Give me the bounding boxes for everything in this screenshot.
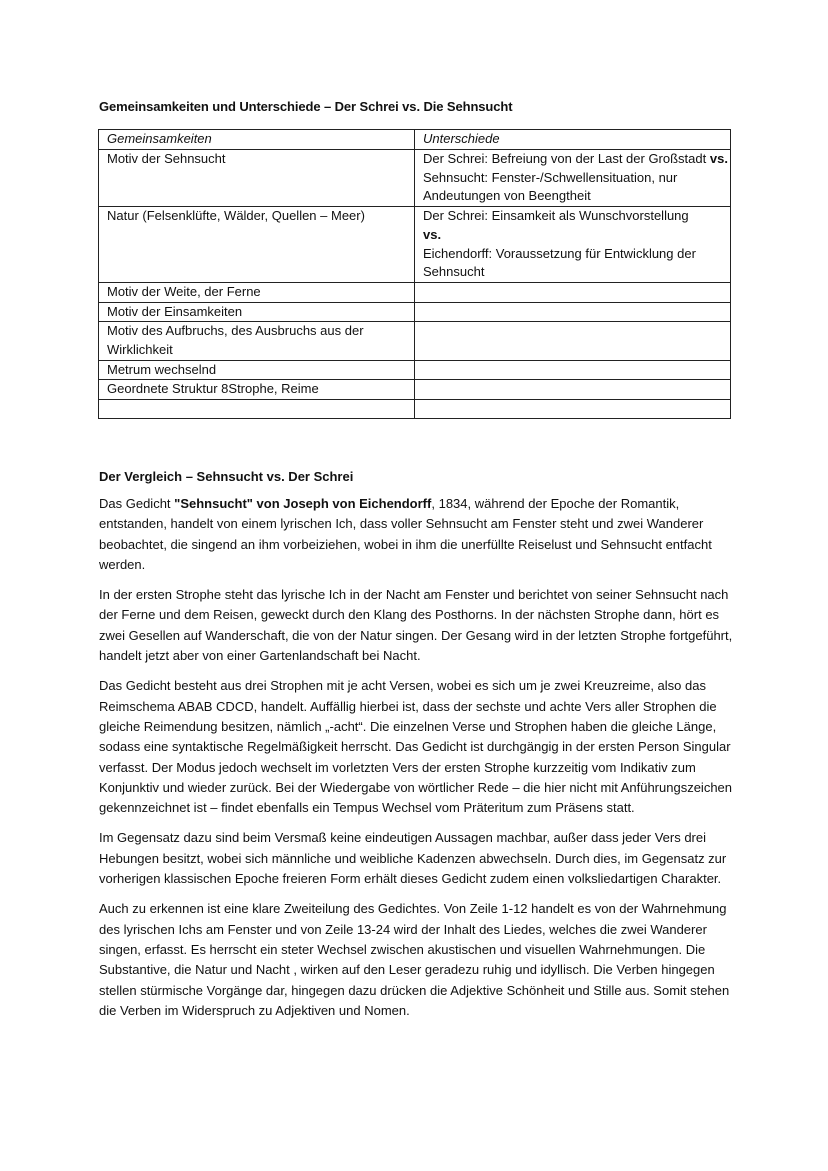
table-cell-empty: [99, 400, 415, 419]
table-cell-empty: [415, 380, 731, 400]
comparison-table: [98, 129, 731, 419]
cell-text: Eichendorff: Voraussetzung für Entwicklung der Sehnsucht: [423, 245, 696, 280]
table-cell: [415, 150, 731, 207]
section-heading: Der Vergleich – Sehnsucht vs. Der Schrei: [99, 469, 354, 484]
table-row: [99, 360, 731, 380]
table-row: [99, 150, 731, 207]
cell-text: Sehnsucht: Fenster-/Schwellensituation, nur Andeutungen von Beengtheit: [423, 169, 678, 204]
table-cell-empty: [415, 302, 731, 322]
paragraph-text: , 1834, während der Epoche der Romantik, entstanden, handelt von einem lyrischen Ich, dass voller Sehnsucht am Fenster steht und zwei Wanderer beobachtet, die singend an ihm vorbeiziehen, wobei in ihm die unerfüllte Reiselust und Sehnsucht entfacht werden.: [99, 496, 712, 572]
table-cell: Motiv des Aufbruchs, des Ausbruchs aus der Wirklichkeit: [99, 322, 415, 360]
cell-bold-text: vs.: [709, 151, 728, 166]
paragraph-2: In der ersten Strophe steht das lyrische Ich in der Nacht am Fenster und berichtet von seiner Sehnsucht nach der Ferne und dem Reisen, geweckt durch den Klang des Posthorns. In der nächsten Strophe dann, hört es zwei Gesellen auf Wanderschaft, die von der Natur singen. Der Gesang wird in der letzten Strophe fortgeführt, handelt jetzt aber von einer Gartenlandschaft bei Nacht.: [99, 587, 733, 664]
table-cell: Motiv der Weite, der Ferne: [99, 282, 415, 302]
table-cell: [415, 207, 731, 283]
table-cell: Natur (Felsenklüfte, Wälder, Quellen – Meer): [99, 207, 415, 283]
table-cell-empty: [415, 360, 731, 380]
paragraph-4: Im Gegensatz dazu sind beim Versmaß keine eindeutigen Aussagen machbar, außer dass jeder Vers drei Hebungen besitzt, wobei sich männliche und weibliche Kadenzen abwechseln. Durch dies, im Gegensatz zur vorherigen klassischen Epoche freieren Form erhält dieses Gedicht zudem einen volksliedartigen Charakter.: [99, 830, 727, 887]
header-unterschiede: Unterschiede: [415, 130, 731, 150]
paragraph-1: [99, 494, 733, 575]
body-text: [99, 494, 733, 1031]
header-gemeinsamkeiten: Gemeinsamkeiten: [99, 130, 415, 150]
table-cell-empty: [415, 322, 731, 360]
paragraph-text: Das Gedicht: [99, 496, 175, 511]
table-row: [99, 282, 731, 302]
paragraph-bold-text: "Sehnsucht" von Joseph von Eichendorff: [174, 496, 432, 511]
table-row: [99, 302, 731, 322]
table-cell-empty: [415, 400, 731, 419]
cell-bold-text: vs.: [423, 226, 442, 242]
page-title: Gemeinsamkeiten und Unterschiede – Der Schrei vs. Die Sehnsucht: [99, 99, 513, 114]
table-header-row: [99, 130, 731, 150]
cell-text: Der Schrei: Befreiung von der Last der Großstadt: [423, 151, 710, 166]
table-cell: Motiv der Einsamkeiten: [99, 302, 415, 322]
table-cell: Motiv der Sehnsucht: [99, 150, 415, 207]
table-row: [99, 207, 731, 283]
table-row: [99, 380, 731, 400]
cell-text: Der Schrei: Einsamkeit als Wunschvorstellung: [423, 208, 689, 224]
table-row-empty: [99, 400, 731, 419]
paragraph-3: Das Gedicht besteht aus drei Strophen mit je acht Versen, wobei es sich um je zwei Kreuzreime, also das Reimschema ABAB CDCD, handelt. Auffällig hierbei ist, dass der sechste und achte Vers aller Strophen die gleiche Reimendung besitzen, nämlich „-acht“. Die einzelnen Verse und Strophen haben die gleiche Länge, sodass eine syntaktische Regelmäßigkeit herrscht. Das Gedicht ist durchgängig in der ersten Person Singular verfasst. Der Modus jedoch wechselt im vorletzten Vers der ersten Strophe kurzzeitig vom Indikativ zum Konjunktiv und wieder zurück. Bei der Wiedergabe von wörtlicher Rede – die hier nicht mit Anführungszeichen gekennzeichnet ist – findet ebenfalls ein Tempus Wechsel vom Präteritum zum Präsens statt.: [99, 678, 733, 816]
table-row: [99, 322, 731, 360]
table-cell: Geordnete Struktur 8Strophe, Reime: [99, 380, 415, 400]
table-cell-empty: [415, 282, 731, 302]
paragraph-5: Auch zu erkennen ist eine klare Zweiteilung des Gedichtes. Von Zeile 1-12 handelt es von der Wahrnehmung des lyrischen Ichs am Fenster und von Zeile 13-24 wird der Inhalt des Liedes, welches die zwei Wanderer singen, erfasst. Es herrscht ein steter Wechsel zwischen akustischen und visuellen Wahrnehmungen. Die Substantive, die Natur und Nacht , wirken auf den Leser geradezu ruhig und idyllisch. Die Verben hingegen stellen stürmische Vorgänge dar, hingegen dazu drücken die Adjektive Schönheit und Stille aus. Somit stehen die Verben im Widerspruch zu Adjektiven und Nomen.: [99, 901, 730, 1018]
table-cell: Metrum wechselnd: [99, 360, 415, 380]
